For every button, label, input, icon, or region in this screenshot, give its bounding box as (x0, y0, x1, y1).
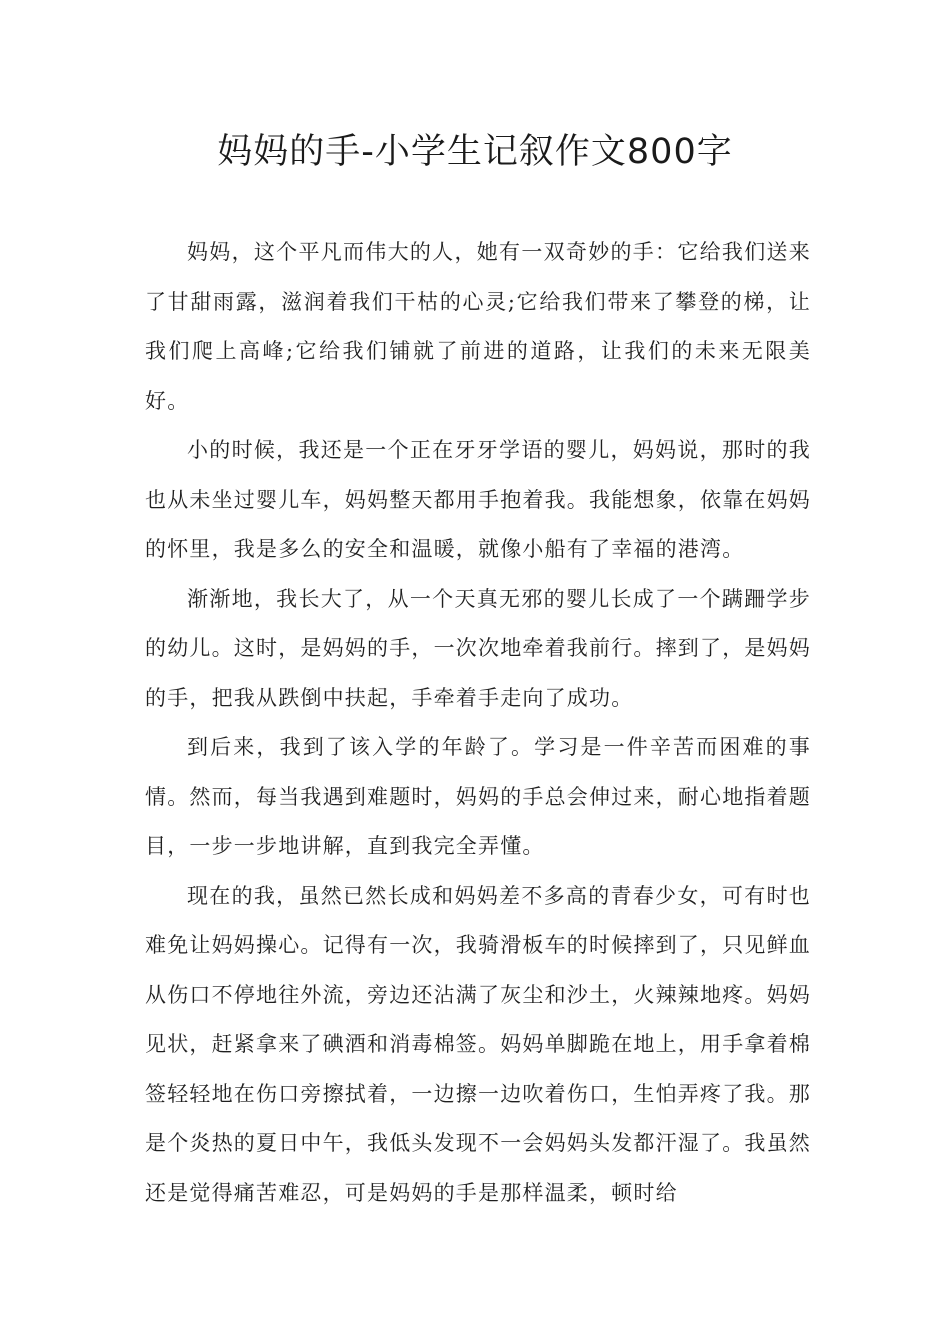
paragraph: 到后来，我到了该入学的年龄了。学习是一件辛苦而困难的事情。然而，每当我遇到难题时，妈妈的手总会伸过来，耐心地指着题目，一步一步地讲解，直到我完全弄懂。 (145, 735, 811, 858)
paragraph: 现在的我，虽然已然长成和妈妈差不多高的青春少女，可有时也难免让妈妈操心。记得有一次，我骑滑板车的时候摔到了，只见鲜血从伤口不停地往外流，旁边还沾满了灰尘和沙土，火辣辣地疼。妈妈见状，赶紧拿来了碘酒和消毒棉签。妈妈单脚跪在地上，用手拿着棉签轻轻地在伤口旁擦拭着，一边擦一边吹着伤口，生怕弄疼了我。那是个炎热的夏日中午，我低头发现不一会妈妈头发都汗湿了。我虽然还是觉得痛苦难忍，可是妈妈的手是那样温柔，顿时给 (145, 883, 811, 1205)
document-title: 妈妈的手-小学生记叙作文800字 (217, 132, 733, 172)
essay-body (145, 228, 811, 1218)
paragraph: 小的时候，我还是一个正在牙牙学语的婴儿，妈妈说，那时的我也从未坐过婴儿车，妈妈整天都用手抱着我。我能想象，依靠在妈妈的怀里，我是多么的安全和温暖，就像小船有了幸福的港湾。 (145, 438, 811, 561)
paragraph: 渐渐地，我长大了，从一个天真无邪的婴儿长成了一个蹒跚学步的幼儿。这时，是妈妈的手，一次次地牵着我前行。摔到了，是妈妈的手，把我从跌倒中扶起，手牵着手走向了成功。 (145, 586, 811, 710)
paragraph: 妈妈，这个平凡而伟大的人，她有一双奇妙的手：它给我们送来了甘甜雨露，滋润着我们干枯的心灵;它给我们带来了攀登的梯，让我们爬上高峰;它给我们铺就了前进的道路，让我们的未来无限美好。 (145, 240, 811, 413)
